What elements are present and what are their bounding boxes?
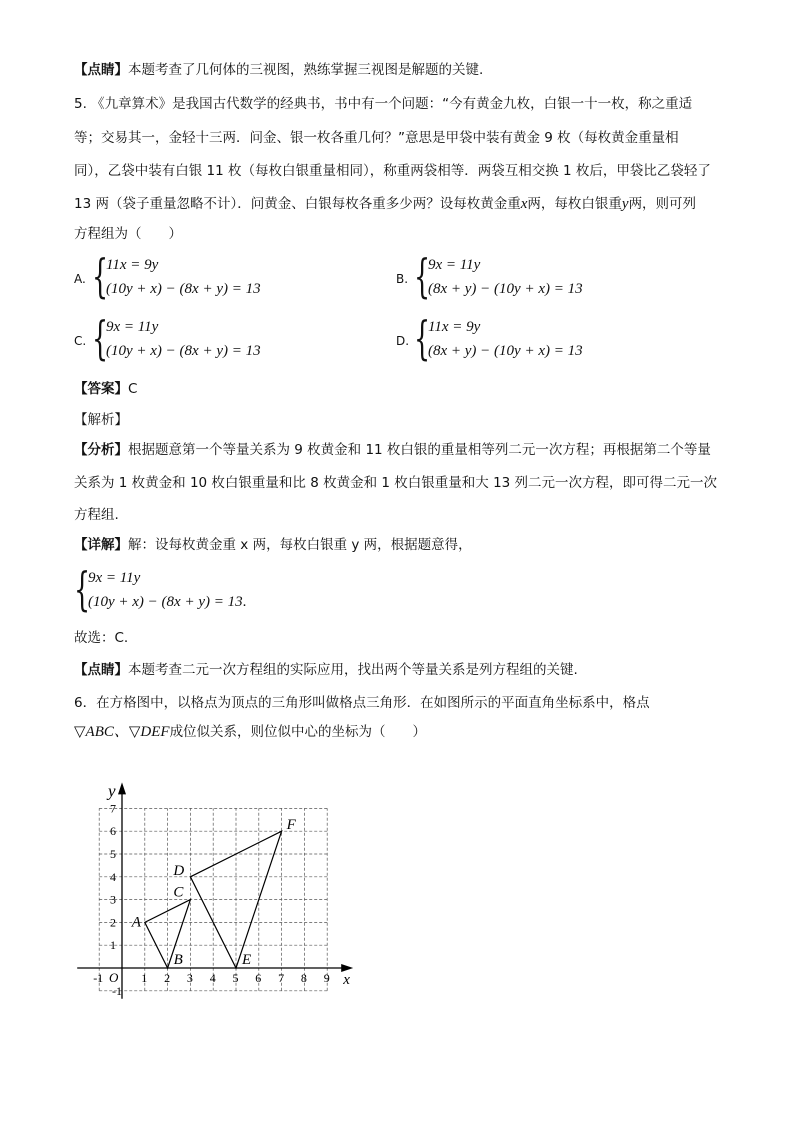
var-y: y	[621, 196, 629, 212]
x-tick-label: 4	[209, 971, 216, 985]
point-label-d: D	[173, 862, 185, 879]
q5-line-3: 同），乙袋中装有白银 11 枚（每枚白银重量相同），称重两袋相等．两袋互相交换 1 枚后，甲袋比乙袋轻了	[74, 163, 711, 179]
y-tick-label: 6	[110, 824, 116, 839]
y-axis-label: y	[108, 781, 116, 801]
point-label-f: F	[286, 817, 296, 834]
point-label-a: A	[131, 914, 141, 931]
q6-line-2: ▽ABC、▽DEF成位似关系，则位似中心的坐标为（ ）	[74, 724, 427, 740]
dianjing-tag: 【点睛】	[74, 662, 128, 678]
q5-line-4: 13 两（袋子重量忽略不计）．问黄金、白银每枚各重多少两？设每枚黄金重x两，每枚白银重y两，则可列	[74, 196, 697, 212]
x-tick-label: -1	[93, 971, 104, 985]
x-tick-label: 2	[164, 971, 171, 985]
option-b-eq1: 9x = 11y	[428, 257, 481, 273]
point-label-b: B	[173, 952, 183, 968]
xiangjie-tag: 【详解】	[74, 537, 128, 553]
y-axis-arrow-icon	[118, 782, 126, 794]
option-a-eq2: (10y + x) − (8x + y) = 13	[106, 281, 261, 297]
dianjing-tag: 【点睛】	[74, 62, 128, 78]
q5-line-1: 5. 《九章算术》是我国古代数学的经典书，书中有一个问题：“今有黄金九枚，白银一十一枚，称之重适	[74, 96, 693, 112]
x-tick-label: 5	[232, 971, 239, 985]
answer-value: C	[128, 381, 138, 397]
option-c-eq1: 9x = 11y	[106, 319, 159, 335]
option-d-eq2: (8x + y) − (10y + x) = 13	[428, 343, 583, 359]
brace-icon: {	[92, 311, 109, 365]
brace-icon: {	[414, 249, 431, 303]
option-c-eq2: (10y + x) − (8x + y) = 13	[106, 343, 261, 359]
y-tick-label: -1	[112, 983, 122, 998]
x-tick-label: 6	[255, 971, 262, 985]
xiangjie-line: 【详解】解：设每枚黄金重 x 两，每枚白银重 y 两，根据题意得，	[74, 537, 472, 553]
y-tick-label: 4	[110, 869, 116, 884]
jiexi-heading: 【解析】	[74, 412, 128, 428]
y-tick-label: 3	[110, 892, 116, 907]
point-label-c: C	[173, 884, 184, 901]
y-tick-label: 5	[110, 847, 116, 861]
coordinate-figure	[74, 768, 374, 1008]
dianjing-paragraph-1	[74, 60, 483, 80]
x-tick-label: 9	[323, 971, 330, 985]
fenxi-line-3: 方程组.	[74, 507, 119, 523]
point-label-e: E	[242, 952, 252, 968]
dianjing-text: 本题考查了几何体的三视图，熟练掌握三视图是解题的关键.	[128, 62, 484, 78]
choose-line: 故选：C.	[74, 630, 129, 646]
option-a-label[interactable]: A.	[74, 272, 86, 286]
origin-label: O	[109, 970, 119, 985]
brace-icon: {	[74, 562, 91, 616]
y-tick-label: 1	[110, 938, 116, 953]
y-tick-label: 7	[110, 801, 116, 816]
fenxi-line-2: 关系为 1 枚黄金和 10 枚白银重量和比 8 枚黄金和 1 枚白银重量和大 13 列二元一次方程，即可得二元一次	[74, 475, 718, 491]
option-a-eq1: 11x = 9y	[106, 257, 159, 273]
x-tick-label: 3	[186, 971, 193, 985]
brace-icon: {	[92, 249, 109, 303]
x-tick-label: 8	[300, 971, 307, 985]
solution-eq1: 9x = 11y	[88, 570, 141, 586]
q6-triangles: ▽ABC、▽DEF	[74, 724, 170, 740]
answer-line	[74, 379, 137, 399]
q5-line-5: 方程组为（ ）	[74, 226, 182, 242]
option-d-label[interactable]: D.	[396, 334, 410, 348]
option-d-eq1: 11x = 9y	[428, 319, 481, 335]
fenxi-line-1: 【分析】根据题意第一个等量关系为 9 枚黄金和 11 枚白银的重量相等列二元一次方程；再根据第二个等量	[74, 442, 711, 458]
x-axis-arrow-icon	[341, 964, 353, 972]
dianjing-paragraph-2: 【点睛】本题考查二元一次方程组的实际应用，找出两个等量关系是列方程组的关键.	[74, 662, 578, 678]
x-axis-label: x	[343, 972, 350, 988]
answer-tag: 【答案】	[74, 381, 128, 397]
option-b-label[interactable]: B.	[396, 272, 409, 286]
option-c-label[interactable]: C.	[74, 334, 87, 348]
y-tick-label: 2	[110, 915, 116, 930]
fenxi-tag: 【分析】	[74, 442, 128, 458]
q5-line-2: 等；交易其一，金轻十三两．问金、银一枚各重几何？”意思是甲袋中装有黄金 9 枚（每枚黄金重量相	[74, 130, 679, 146]
option-b-eq2: (8x + y) − (10y + x) = 13	[428, 281, 583, 297]
var-x: x	[520, 196, 528, 212]
x-tick-label: 1	[141, 971, 148, 985]
solution-eq2: (10y + x) − (8x + y) = 13.	[88, 594, 247, 610]
x-tick-label: 7	[278, 971, 285, 985]
q6-line-1: 6．在方格图中，以格点为顶点的三角形叫做格点三角形．在如图所示的平面直角坐标系中，格点	[74, 695, 650, 711]
brace-icon: {	[414, 311, 431, 365]
